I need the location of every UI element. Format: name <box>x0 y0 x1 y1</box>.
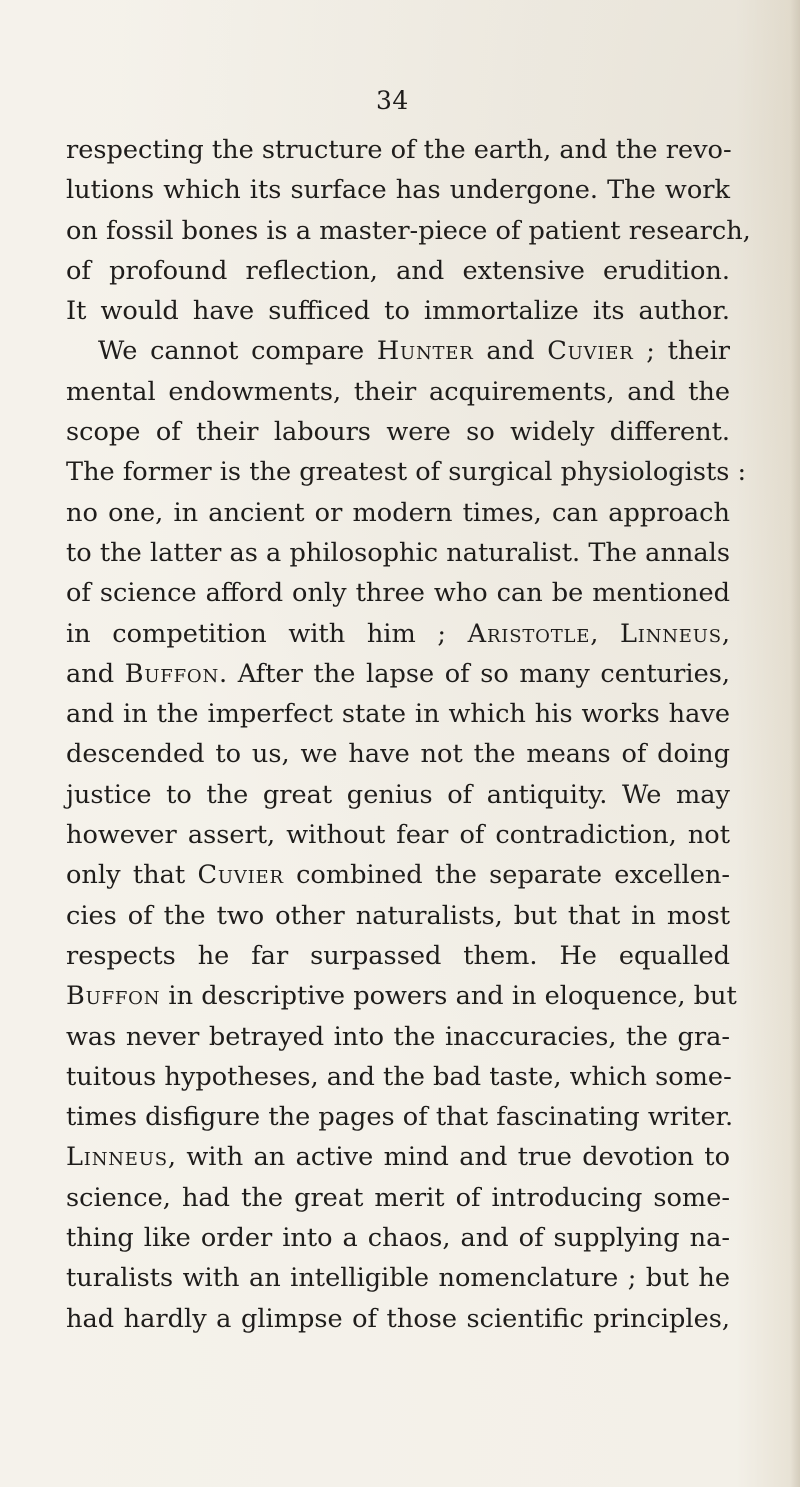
text-segment: of profound reflection, and extensive erudition. <box>66 255 730 286</box>
text-segment: It would have sufficed to immortalize its author. <box>66 296 730 327</box>
text-segment: cies of the two other naturalists, but that in most <box>66 900 730 931</box>
proper-name: Linneus <box>66 1142 168 1173</box>
text-line <box>66 251 730 291</box>
text-segment: in competition with him ; <box>66 618 468 649</box>
text-segment: and <box>66 658 125 689</box>
text-line <box>66 1017 730 1057</box>
text-line <box>66 493 730 533</box>
proper-name: Buffon <box>124 658 219 689</box>
text-segment: respecting the structure of the earth, and the revo- <box>66 135 732 165</box>
proper-name: Cuvier <box>547 336 634 367</box>
text-segment: tuitous hypotheses, and the bad taste, which some- <box>66 1061 732 1092</box>
text-segment: turalists with an intelligible nomenclature ; but he <box>66 1263 730 1294</box>
text-segment: science, had the great merit of introducing some- <box>66 1182 730 1213</box>
text-segment: descended to us, we have not the means of doing <box>66 739 730 770</box>
text-line <box>66 855 730 895</box>
text-segment: lutions which its surface has undergone. The work <box>66 175 730 206</box>
text-line <box>66 1218 730 1258</box>
text-segment: combined the separate excellen- <box>283 860 731 891</box>
text-segment: however assert, without fear of contradiction, not <box>66 820 730 851</box>
text-segment: in descriptive powers and in eloquence, but <box>160 981 737 1012</box>
text-segment: only that <box>66 860 198 891</box>
text-segment: . After the lapse of so many centuries, <box>219 658 730 689</box>
text-segment: to the latter as a philosophic naturalist. The annals <box>66 537 730 568</box>
text-line <box>66 412 730 452</box>
text-segment: was never betrayed into the inaccuracies, the gra- <box>66 1021 730 1052</box>
text-segment: no one, in ancient or modern times, can approach <box>66 497 730 528</box>
text-line <box>66 1137 730 1177</box>
text-line <box>66 170 730 210</box>
text-line <box>66 573 730 613</box>
text-line <box>66 1178 730 1218</box>
text-line <box>66 291 730 331</box>
text-line <box>66 372 730 412</box>
text-line <box>66 734 730 774</box>
page-number: 34 <box>376 86 409 115</box>
page-edge-shadow <box>790 0 800 1487</box>
text-line <box>66 694 730 734</box>
body-text <box>66 130 751 1339</box>
text-line <box>66 1258 730 1298</box>
proper-name: Buffon <box>66 981 161 1012</box>
text-line <box>66 614 730 654</box>
text-segment: , <box>590 618 620 649</box>
text-segment: of science afford only three who can be mentioned <box>66 578 730 609</box>
text-line <box>66 1057 730 1097</box>
text-segment: mental endowments, their acquirements, and the <box>66 376 730 407</box>
text-segment: ; their <box>633 336 730 367</box>
text-segment: on fossil bones is a master-piece of patient research, <box>66 215 751 246</box>
text-line <box>66 976 737 1016</box>
text-segment: and <box>473 336 548 367</box>
text-line <box>66 130 730 170</box>
proper-name: Aristotle <box>467 618 591 649</box>
text-line <box>66 936 730 976</box>
text-line <box>66 452 747 492</box>
text-segment: and in the imperfect state in which his works have <box>66 699 730 730</box>
proper-name: Hunter <box>376 336 474 367</box>
text-segment: thing like order into a chaos, and of supplying na- <box>66 1223 730 1254</box>
text-segment: scope of their labours were so widely different. <box>66 417 730 448</box>
text-line <box>66 533 730 573</box>
text-segment: , with an active mind and true devotion to <box>167 1142 730 1173</box>
proper-name: Cuvier <box>197 860 284 891</box>
text-line <box>66 1097 734 1137</box>
text-line <box>66 775 730 815</box>
text-segment: , <box>721 618 730 649</box>
text-segment: We cannot compare <box>98 336 377 367</box>
text-segment: respects he far surpassed them. He equalled <box>66 940 730 971</box>
text-line <box>66 1299 730 1339</box>
text-segment: times disfigure the pages of that fascinating writer. <box>66 1102 734 1133</box>
text-line <box>66 211 751 251</box>
text-segment: The former is the greatest of surgical physiologists : <box>66 457 747 488</box>
text-segment: had hardly a glimpse of those scientific principles, <box>66 1303 730 1334</box>
text-line <box>66 815 730 855</box>
text-line <box>66 654 730 694</box>
text-segment: justice to the great genius of antiquity. We may <box>66 779 730 810</box>
text-line <box>66 896 730 936</box>
text-line <box>66 331 730 371</box>
proper-name: Linneus <box>620 618 722 649</box>
